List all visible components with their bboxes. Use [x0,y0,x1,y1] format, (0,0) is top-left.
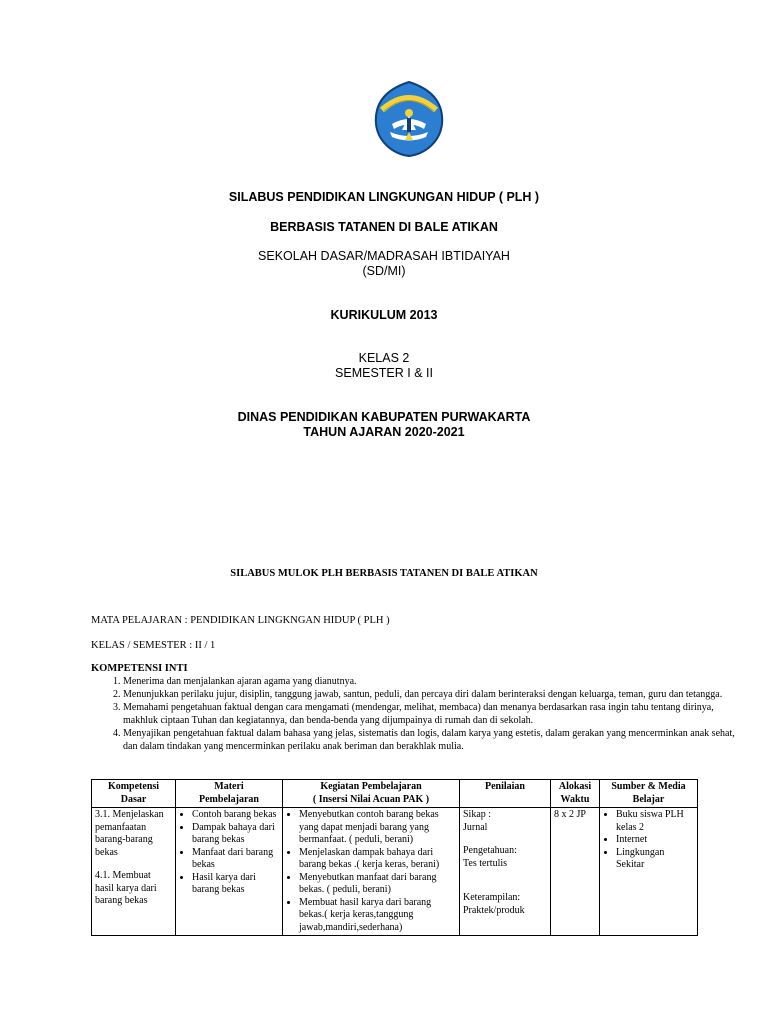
cell-sumber [600,808,698,936]
materi-item: • Contoh barang bekas [192,809,279,822]
cell-alokasi: 8 x 2 JP [551,808,600,936]
core-competency-item: 3. Memahami pengetahuan faktual dengan cara mengamati (mendengar, melihat, membaca) dan menanya berdasarkan rasa ingin tahu tentang dirinya, makhluk ciptaan Tuhan dan kegiatannya, dan benda-benda yang dijumpainya di rumah dan di sekolah. [123,701,751,727]
kegiatan-item: • Membuat hasil karya dari barang bekas.( kerja keras,tanggung jawab,mandiri,sederhana) [299,897,456,935]
core-competencies-heading: KOMPETENSI INTI [91,663,188,674]
syllabus-table [91,779,698,936]
header-alokasi: Alokasi Waktu [551,780,600,808]
class-semester-field: KELAS / SEMESTER : II / 1 [91,640,216,651]
kegiatan-item: • Menyebutkan manfaat dari barang bekas. ( peduli, berani) [299,872,456,897]
core-competency-item: 1. Menerima dan menjalankan ajaran agama yang dianutnya. [123,675,751,688]
tut-wuri-handayani-logo [370,80,448,158]
table-row [92,808,698,936]
cell-kegiatan [283,808,460,936]
syllabus-section-title: SILABUS MULOK PLH BERBASIS TATANEN DI BALE ATIKAN [230,568,538,579]
sumber-item: • Lingkungan Sekitar [616,847,694,872]
cover-title-line2: BERBASIS TATANEN DI BALE ATIKAN [270,220,498,234]
materi-item: • Manfaat dari barang bekas [192,847,279,872]
cell-kompetensi-dasar [92,808,176,936]
materi-item: • Hasil karya dari barang bekas [192,872,279,897]
cover-school-line1: SEKOLAH DASAR/MADRASAH IBTIDAIYAH [258,249,510,263]
header-sumber: Sumber & Media Belajar [600,780,698,808]
header-materi: Materi Pembelajaran [176,780,283,808]
cover-school-line2: (SD/MI) [362,264,406,278]
table-header-row [92,780,698,808]
subject-field: MATA PELAJARAN : PENDIDIKAN LINGKNGAN HIDUP ( PLH ) [91,615,390,626]
cover-class: KELAS 2 [358,351,410,365]
header-kompetensi-dasar: Kompetensi Dasar [92,780,176,808]
cover-agency: DINAS PENDIDIKAN KABUPATEN PURWAKARTA [237,410,531,424]
header-kegiatan: Kegiatan Pembelajaran ( Insersi Nilai Acuan PAK ) [283,780,460,808]
core-competency-item: 4. Menyajikan pengetahuan faktual dalam bahasa yang jelas, sistematis dan logis, dalam karya yang estetis, dalam gerakan yang mencerminkan anak sehat, dan dalam tindakan yang mencerminkan perilaku anak beriman dan berakhlak mulia. [123,727,751,753]
cell-materi [176,808,283,936]
cover-semester: SEMESTER I & II [335,366,433,380]
cover-year: TAHUN AJARAN 2020-2021 [303,425,465,439]
kd-3-1: 3.1. Menjelaskan pemanfaatan barang-barang bekas [95,809,164,858]
kegiatan-item: • Menyebutkan contoh barang bekas yang dapat menjadi barang yang bermanfaat. ( peduli, berani) [299,809,456,847]
materi-item: • Dampak bahaya dari barang bekas [192,822,279,847]
header-penilaian: Penilaian [460,780,551,808]
kegiatan-item: • Menjelaskan dampak bahaya dari barang bekas .( kerja keras, berani) [299,847,456,872]
core-competencies-list [91,675,751,753]
cover-curriculum: KURIKULUM 2013 [330,308,438,322]
kd-4-1: 4.1. Membuat hasil karya dari barang bekas [95,870,157,906]
cover-title-line1: SILABUS PENDIDIKAN LINGKUNGAN HIDUP ( PLH ) [228,190,540,204]
sumber-item: • Internet [616,834,694,847]
cell-penilaian: Sikap : Jurnal Pengetahuan: Tes tertulis Keterampilan: Praktek/produk [460,808,551,936]
core-competency-item: 2. Menunjukkan perilaku jujur, disiplin, tanggung jawab, santun, peduli, dan percaya diri dalam berinteraksi dengan keluarga, teman, guru dan tetangga. [123,688,751,701]
sumber-item: • Buku siswa PLH kelas 2 [616,809,694,834]
